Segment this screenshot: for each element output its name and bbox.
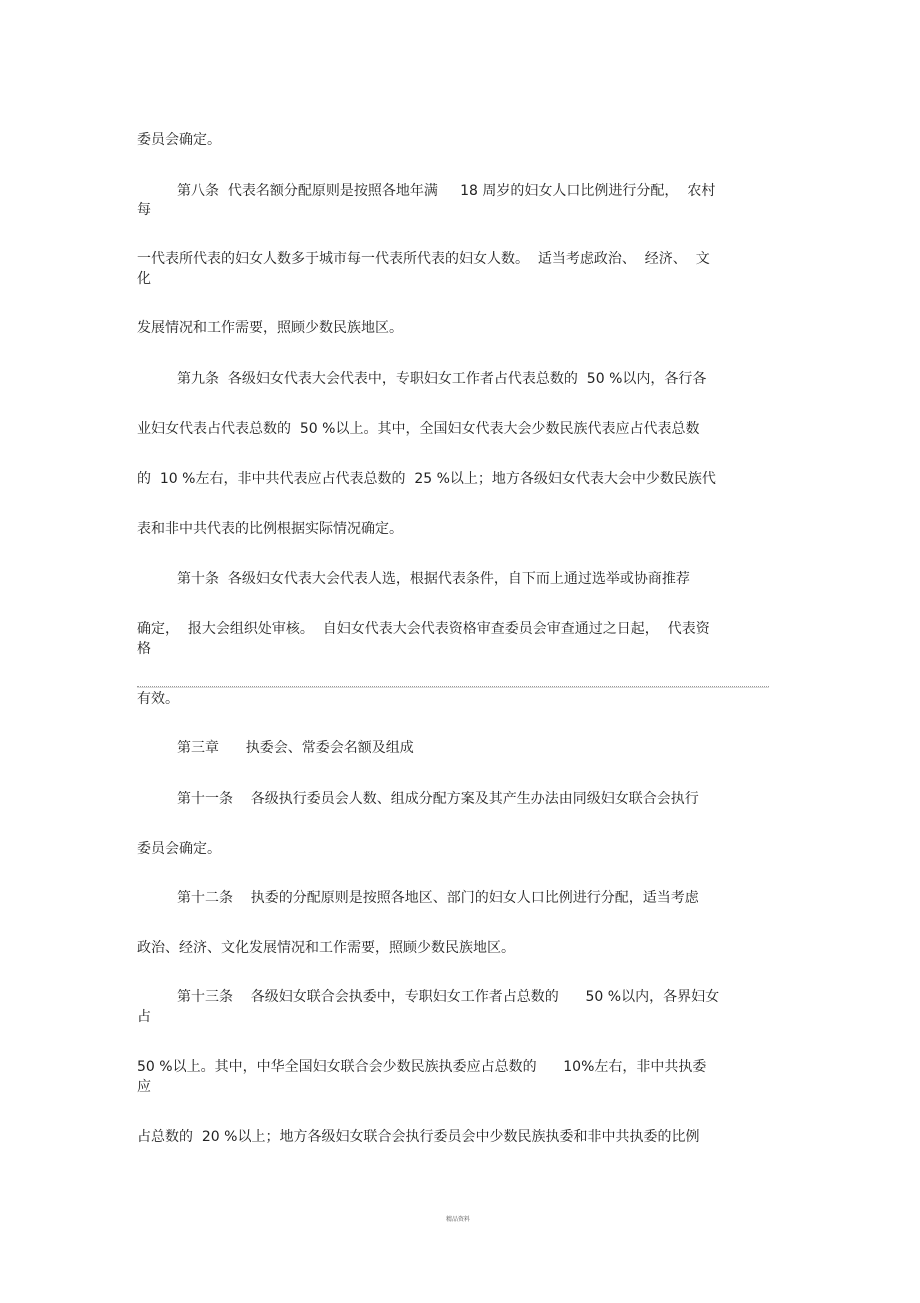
text-line: 表和非中共代表的比例根据实际情况确定。 (137, 521, 403, 537)
text-line: 化 (137, 271, 151, 287)
text-line: 占总数的 20 %以上；地方各级妇女联合会执行委员会中少数民族执委和非中共执委的比例 (137, 1129, 700, 1145)
text-line: 格 (137, 641, 151, 657)
text-line: 每 (137, 202, 151, 218)
article-13-line: 第十三条 各级妇女联合会执委中，专职妇女工作者占总数的 50 %以内，各界妇女 (177, 989, 720, 1005)
chapter-3-heading: 第三章 执委会、常委会名额及组成 (177, 740, 414, 756)
text-line: 委员会确定。 (137, 132, 221, 148)
page-divider (137, 686, 769, 688)
text-line: 50 %以上。其中，中华全国妇女联合会少数民族执委应占总数的 10%左右，非中共执委 (137, 1059, 707, 1075)
text-line: 占 (137, 1009, 151, 1025)
text-line: 委员会确定。 (137, 841, 221, 857)
text-line: 发展情况和工作需要，照顾少数民族地区。 (137, 320, 403, 336)
text-line: 政治、经济、文化发展情况和工作需要，照顾少数民族地区。 (137, 940, 515, 956)
article-8-line: 第八条 代表名额分配原则是按照各地年满 18 周岁的妇女人口比例进行分配， 农村 (177, 183, 716, 199)
text-line: 有效。 (137, 691, 179, 707)
article-11-line: 第十一条 各级执行委员会人数、组成分配方案及其产生办法由同级妇女联合会执行 (177, 791, 699, 807)
text-line: 一代表所代表的妇女人数多于城市每一代表所代表的妇女人数。 适当考虑政治、 经济、 文 (137, 251, 710, 267)
text-line: 业妇女代表占代表总数的 50 %以上。其中，全国妇女代表大会少数民族代表应占代表总数 (137, 421, 700, 437)
article-9-line: 第九条 各级妇女代表大会代表中，专职妇女工作者占代表总数的 50 %以内，各行各 (177, 371, 707, 387)
article-10-line: 第十条 各级妇女代表大会代表人选，根据代表条件，自下而上通过选举或协商推荐 (177, 571, 690, 587)
page-footer: 精品资料 (446, 1216, 471, 1223)
text-line: 应 (137, 1079, 151, 1095)
text-line: 的 10 %左右，非中共代表应占代表总数的 25 %以上；地方各级妇女代表大会中少数民族代 (137, 471, 716, 487)
article-12-line: 第十二条 执委的分配原则是按照各地区、部门的妇女人口比例进行分配，适当考虑 (177, 890, 699, 906)
text-line: 确定， 报大会组织处审核。 自妇女代表大会代表资格审查委员会审查通过之日起， 代表资 (137, 621, 710, 637)
